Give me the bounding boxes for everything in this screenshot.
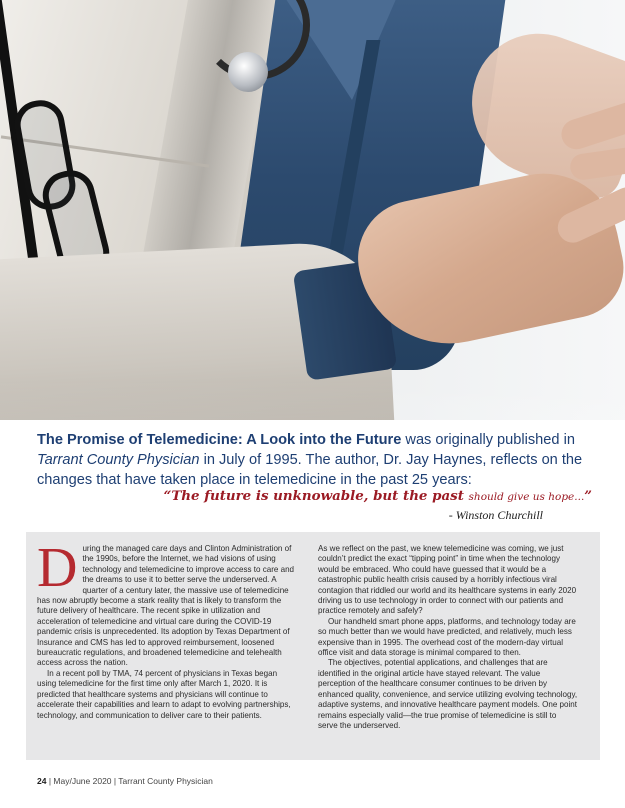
drop-cap: D xyxy=(37,537,78,599)
article-column-left xyxy=(37,537,297,721)
article-paragraph: In a recent poll by TMA, 74 percent of physicians in Texas began using telemedicine for the first time only after March 1, 2020. It is predicted that healthcare systems and physicians will continue to accelerate their capabilities and learn to adapt to evolving partnerships, technology, and communication to deliver care to their patients. xyxy=(37,668,291,720)
intro-paragraph: The Promise of Telemedicine: A Look into the Future was originally published in Tarrant County Physician in July of 1995. The author, Dr. Jay Haynes, reflects on the changes that have taken place in telemedicine in the past 25 years: xyxy=(37,432,583,488)
publication-name: Tarrant County Physician xyxy=(37,452,200,468)
page-number: 24 xyxy=(37,776,47,786)
intro-title: The Promise of Telemedicine: A Look into the Future xyxy=(37,432,402,448)
article-column-right xyxy=(318,544,578,731)
article-paragraph: As we reflect on the past, we knew telemedicine was coming, we just couldn’t predict the exact “tipping point” in time when the technology would be embraced. Who could have guessed that it would be a catastrophic public health crisis caused by a horribly infectious viral contagion that riddled our world and its healthcare systems in early 2020 driving us to use technology in order to connect with our patients and practice remotely and safely? xyxy=(318,544,577,616)
article-paragraph: The objectives, potential applications, and challenges that are identified in the original article have stayed relevant. The value perception of the healthcare consumer continues to be driven by enhanced quality, convenience, and service utilizing evolving technology, adaptive systems, and innovative healthcare payment models. One point remains especially valid—the true promise of telemedicine is still to serve the underserved. xyxy=(318,658,578,730)
issue-label: May/June 2020 | Tarrant County Physician xyxy=(53,776,213,786)
page-footer: 24 | May/June 2020 | Tarrant County Physician xyxy=(37,776,213,786)
article-paragraph: Our handheld smart phone apps, platforms, and technology today are so much better than we would have predicted, and relatively, much less expensive than in 1995. The overhead cost of the modern-day virtual office visit and data storage is minimal compared to then. xyxy=(318,616,576,658)
article-paragraph: uring the managed care days and Clinton Administration of the 1990s, before the Internet, we had visions of using technology and telemedicine to improve access to care and the dreams to use it to better serve the underserved. A quarter of a century later, the massive use of telemedicine has now abruptly become a stark reality that is likely to transform the future delivery of healthcare. The recent spike in utilization and acceleration of telemedicine and virtual care during the COVID-19 pandemic crisis is unprecedented. Its adoption by Texas Department of Insurance and CMS has led to approved reimbursement, loosened bureaucratic regulations, and broadened telemedicine and telehealth access across the nation. xyxy=(37,544,295,668)
pull-quote: “The future is unknowable, but the past should give us hope...” xyxy=(163,488,592,504)
quote-author: - Winston Churchill xyxy=(448,508,543,522)
